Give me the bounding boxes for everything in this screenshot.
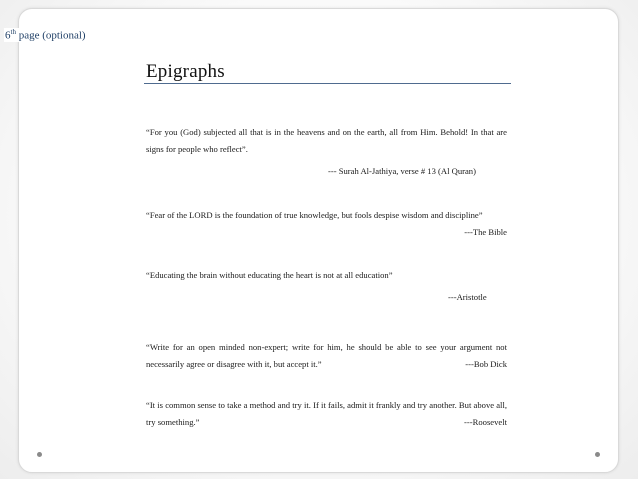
page-title: Epigraphs bbox=[146, 61, 225, 82]
epigraph-quote-5 bbox=[146, 397, 507, 431]
epigraph-attribution-2: ---The Bible bbox=[464, 227, 507, 237]
epigraph-quote-text-5: “It is common sense to take a method and try it. If it fails, admit it frankly and try another. But above all, try something.” bbox=[146, 400, 507, 427]
epigraph-attribution-1: --- Surah Al-Jathiya, verse # 13 (Al Quran) bbox=[328, 166, 476, 176]
title-underline bbox=[144, 83, 511, 84]
epigraph-attribution-5: ---Roosevelt bbox=[464, 417, 507, 427]
corner-dot-left bbox=[37, 452, 42, 457]
epigraph-attribution-3: ---Aristotle bbox=[448, 292, 487, 302]
corner-dot-right bbox=[595, 452, 600, 457]
page-label-ordinal: th bbox=[10, 28, 16, 36]
page-label bbox=[4, 28, 87, 42]
epigraph-quote-3: “Educating the brain without educating the heart is not at all education” bbox=[146, 270, 393, 280]
epigraph-quote-text-4: “Write for an open minded non-expert; write for him, he should be able to see your argument not necessarily agree or disagree with it, but accept it.” bbox=[146, 342, 507, 369]
epigraph-quote-1: “For you (God) subjected all that is in the heavens and on the earth, all from Him. Behold! In that are signs for people who reflect”. bbox=[146, 127, 507, 154]
epigraph-attribution-4: ---Bob Dick bbox=[465, 359, 507, 369]
epigraph-quote-4 bbox=[146, 339, 507, 373]
epigraph-quote-text-2: “Fear of the LORD is the foundation of true knowledge, but fools despise wisdom and discipline” bbox=[146, 210, 483, 220]
page-label-number: 6 bbox=[5, 29, 11, 42]
page-label-text: page (optional) bbox=[15, 29, 86, 42]
epigraph-quote-2 bbox=[146, 207, 507, 241]
